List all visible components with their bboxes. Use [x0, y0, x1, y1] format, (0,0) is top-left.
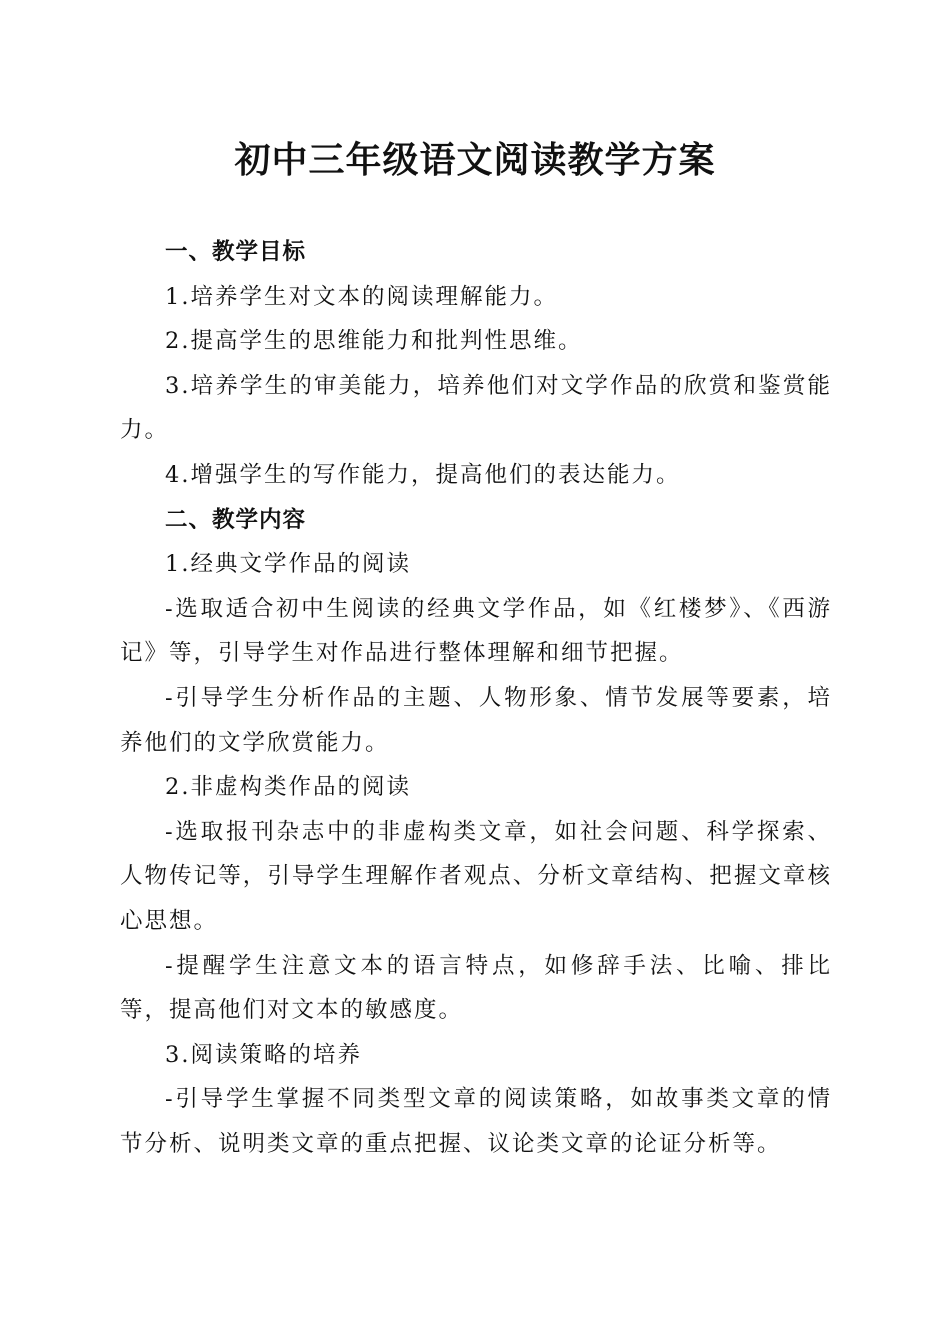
section-heading-content: 二、教学内容 — [165, 506, 307, 533]
paragraph: -引导学生掌握不同类型文章的阅读策略，如故事类文章的情节分析、说明类文章的重点把握、议论类文章的论证分析等。 — [120, 1086, 832, 1157]
paragraph: 3.阅读策略的培养 — [165, 1041, 362, 1068]
paragraph: 1.经典文学作品的阅读 — [165, 551, 411, 578]
paragraph: 4.增强学生的写作能力，提高他们的表达能力。 — [165, 461, 681, 488]
paragraph: -选取适合初中生阅读的经典文学作品，如《红楼梦》、《西游记》等，引导学生对作品进行整体理解和细节把握。 — [120, 595, 832, 667]
document-title: 初中三年级语文阅读教学方案 — [234, 139, 716, 181]
paragraph: -引导学生分析作品的主题、人物形象、情节发展等要素，培养他们的文学欣赏能力。 — [120, 684, 832, 756]
paragraph: 2.非虚构类作品的阅读 — [165, 774, 411, 801]
section-heading-objectives: 一、教学目标 — [165, 239, 307, 265]
paragraph: -提醒学生注意文本的语言特点，如修辞手法、比喻、排比等，提高他们对文本的敏感度。 — [120, 952, 832, 1024]
paragraph: 2.提高学生的思维能力和批判性思维。 — [165, 328, 583, 355]
paragraph: -选取报刊杂志中的非虚构类文章，如社会问题、科学探索、人物传记等，引导学生理解作者观点、分析文章结构、把握文章核心思想。 — [120, 818, 832, 934]
paragraph: 3.培养学生的审美能力，培养他们对文学作品的欣赏和鉴赏能力。 — [120, 372, 832, 444]
document-body — [120, 230, 832, 1166]
paragraph: 1.培养学生对文本的阅读理解能力。 — [165, 283, 558, 310]
